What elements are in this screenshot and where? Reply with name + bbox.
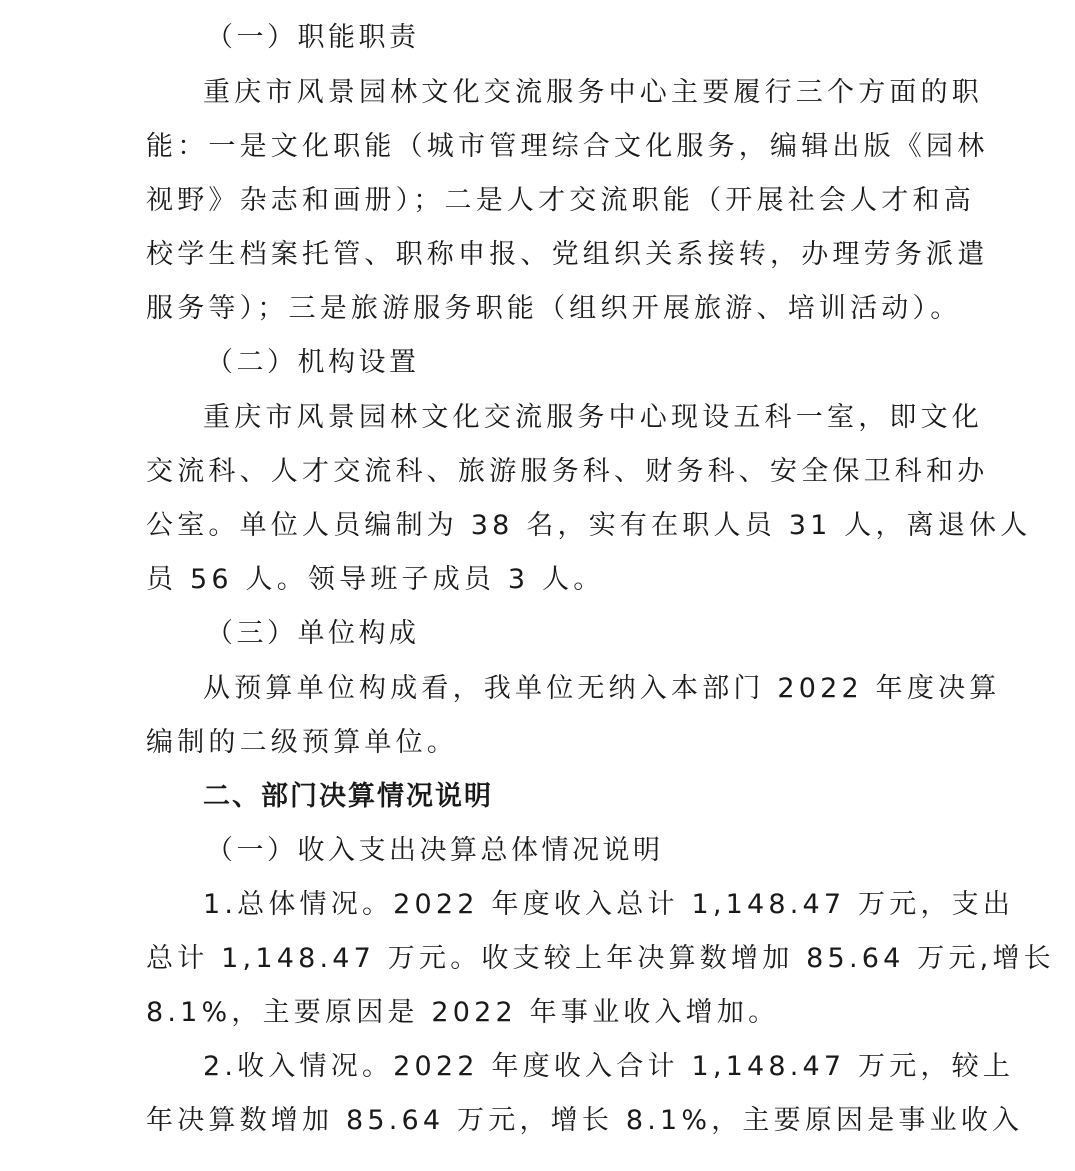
paragraph-line: 服务等）；三是旅游服务职能（组织开展旅游、培训活动）。 xyxy=(146,293,962,324)
subheading-overall: （一）收入支出决算总体情况说明 xyxy=(206,835,664,866)
paragraph-line: 能：一是文化职能（城市管理综合文化服务，编辑出版《园林 xyxy=(146,131,989,162)
paragraph-line: 总计 1,148.47 万元。收支较上年决算数增加 85.64 万元,增长 xyxy=(146,943,1055,974)
subheading-composition: （三）单位构成 xyxy=(206,618,420,649)
paragraph-line: 校学生档案托管、职称申报、党组织关系接转，办理劳务派遣 xyxy=(146,239,989,270)
paragraph-line: 2.收入情况。2022 年度收入合计 1,148.47 万元，较上 xyxy=(203,1051,1015,1082)
paragraph-line: 员 56 人。领导班子成员 3 人。 xyxy=(146,564,605,595)
paragraph-line: 1.总体情况。2022 年度收入总计 1,148.47 万元，支出 xyxy=(203,889,1015,920)
paragraph-line: 重庆市风景园林文化交流服务中心主要履行三个方面的职 xyxy=(203,77,983,108)
section-heading: 二、部门决算情况说明 xyxy=(203,781,493,812)
paragraph-line: 重庆市风景园林文化交流服务中心现设五科一室，即文化 xyxy=(203,402,983,433)
subheading-organization: （二）机构设置 xyxy=(206,347,420,378)
paragraph-line: 从预算单位构成看，我单位无纳入本部门 2022 年度决算 xyxy=(203,673,1001,704)
paragraph-line: 视野》杂志和画册）；二是人才交流职能（开展社会人才和高 xyxy=(146,185,975,216)
paragraph-line: 公室。单位人员编制为 38 名，实有在职人员 31 人，离退休人 xyxy=(146,510,1032,541)
paragraph-line: 编制的二级预算单位。 xyxy=(146,727,458,758)
paragraph-line: 年决算数增加 85.64 万元，增长 8.1%，主要原因是事业收入 xyxy=(146,1105,1024,1136)
paragraph-line: 交流科、人才交流科、旅游服务科、财务科、安全保卫科和办 xyxy=(146,456,989,487)
subheading-functions: （一）职能职责 xyxy=(206,22,420,53)
paragraph-line: 8.1%，主要原因是 2022 年事业收入增加。 xyxy=(146,997,780,1028)
